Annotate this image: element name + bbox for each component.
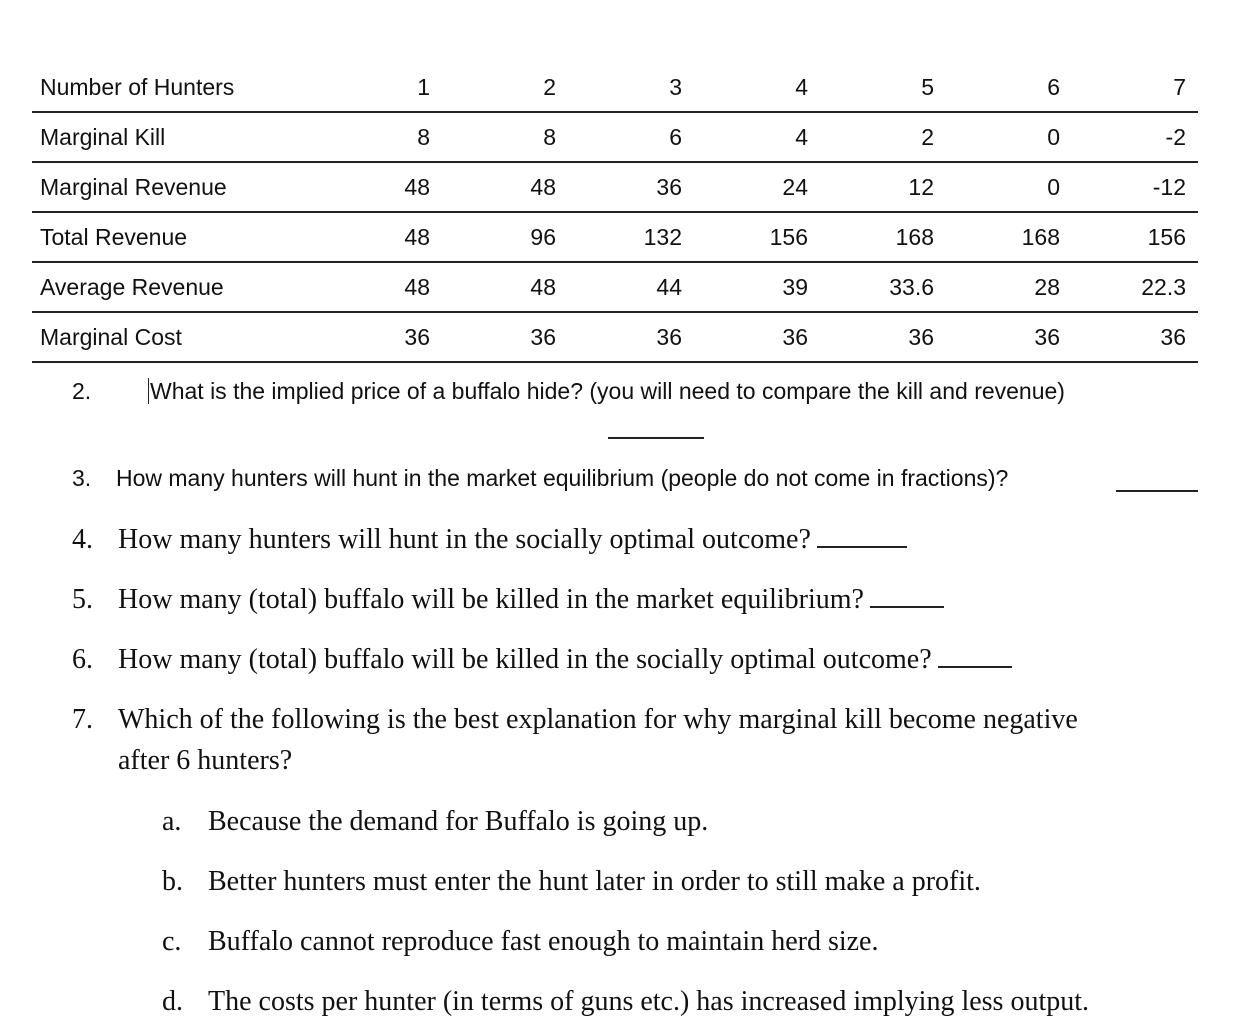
table-cell: 4 [694,63,820,112]
question-7-continuation: after 6 hunters? [118,745,293,776]
question-3 [72,465,1008,492]
table-cell: 48 [442,262,568,312]
option-b [162,866,981,898]
option-letter: a. [162,806,182,837]
table-cell: 48 [316,262,442,312]
table-cell: 48 [316,212,442,262]
answer-blank-q3[interactable] [1116,490,1198,492]
question-number: 2. [72,378,92,404]
text-cursor [148,378,149,404]
table-cell: 0 [946,112,1072,162]
question-number: 3. [72,465,92,491]
table-cell: 24 [694,162,820,212]
table-cell: 168 [946,212,1072,262]
answer-blank-q2[interactable] [608,437,704,439]
table-cell: 6 [568,112,694,162]
hunting-data-table [32,63,1198,363]
option-letter: d. [162,986,183,1017]
row-label: Average Revenue [32,262,316,312]
table-cell: 7 [1072,63,1198,112]
table-row [32,312,1198,362]
table-cell: 2 [442,63,568,112]
table-cell: 48 [442,162,568,212]
question-text: How many hunters will hunt in the market equilibrium (people do not come in fractions)? [116,465,1009,491]
option-d [162,986,1089,1018]
table-cell: 132 [568,212,694,262]
table-cell: 8 [442,112,568,162]
question-2 [72,378,1065,405]
table-cell: 36 [442,312,568,362]
table-cell: 2 [820,112,946,162]
table-cell: 39 [694,262,820,312]
table-cell: 156 [694,212,820,262]
option-letter: c. [162,926,182,957]
row-label: Marginal Revenue [32,162,316,212]
table-row [32,262,1198,312]
table-cell: 12 [820,162,946,212]
table-cell: 36 [820,312,946,362]
table-cell: -2 [1072,112,1198,162]
table-cell: 36 [568,162,694,212]
question-6 [72,644,1012,676]
option-a [162,806,708,838]
table-cell: 36 [694,312,820,362]
option-letter: b. [162,866,183,897]
option-text: Buffalo cannot reproduce fast enough to maintain herd size. [208,926,879,957]
question-number: 4. [72,524,93,555]
answer-blank-q6[interactable] [938,665,1012,668]
option-text: The costs per hunter (in terms of guns etc.) has increased implying less output. [208,986,1090,1017]
question-number: 6. [72,644,93,675]
answer-blank-q5[interactable] [870,605,944,608]
question-number: 5. [72,584,93,615]
table-cell: 4 [694,112,820,162]
question-text: Which of the following is the best explanation for why marginal kill become negative [118,704,1078,735]
table-cell: 6 [946,63,1072,112]
table-row [32,212,1198,262]
table-cell: 22.3 [1072,262,1198,312]
option-text: Because the demand for Buffalo is going up. [208,806,709,837]
table-cell: 5 [820,63,946,112]
table-cell: 48 [316,162,442,212]
question-text: How many (total) buffalo will be killed in the socially optimal outcome? [118,644,932,675]
question-number: 7. [72,704,93,735]
question-text: How many hunters will hunt in the socially optimal outcome? [118,524,811,555]
table-cell: 168 [820,212,946,262]
table-cell: 8 [316,112,442,162]
question-4 [72,524,907,556]
question-text: What is the implied price of a buffalo hide? (you will need to compare the kill and revenue) [150,378,1065,404]
question-7 [72,704,1078,736]
table-cell: 33.6 [820,262,946,312]
row-label: Marginal Cost [32,312,316,362]
table-row [32,162,1198,212]
table-cell: -12 [1072,162,1198,212]
table-cell: 156 [1072,212,1198,262]
table-cell: 28 [946,262,1072,312]
question-5 [72,584,944,616]
table-cell: 36 [946,312,1072,362]
row-label: Marginal Kill [32,112,316,162]
table-cell: 96 [442,212,568,262]
option-text: Better hunters must enter the hunt later in order to still make a profit. [208,866,981,897]
table-cell: 1 [316,63,442,112]
table-cell: 36 [568,312,694,362]
table-row [32,112,1198,162]
table-cell: 0 [946,162,1072,212]
answer-blank-q4[interactable] [817,545,907,548]
option-c [162,926,878,958]
table-cell: 44 [568,262,694,312]
table-cell: 3 [568,63,694,112]
table-cell: 36 [316,312,442,362]
table-row [32,63,1198,112]
row-label: Number of Hunters [32,63,316,112]
question-text: How many (total) buffalo will be killed in the market equilibrium? [118,584,864,615]
table-cell: 36 [1072,312,1198,362]
row-label: Total Revenue [32,212,316,262]
